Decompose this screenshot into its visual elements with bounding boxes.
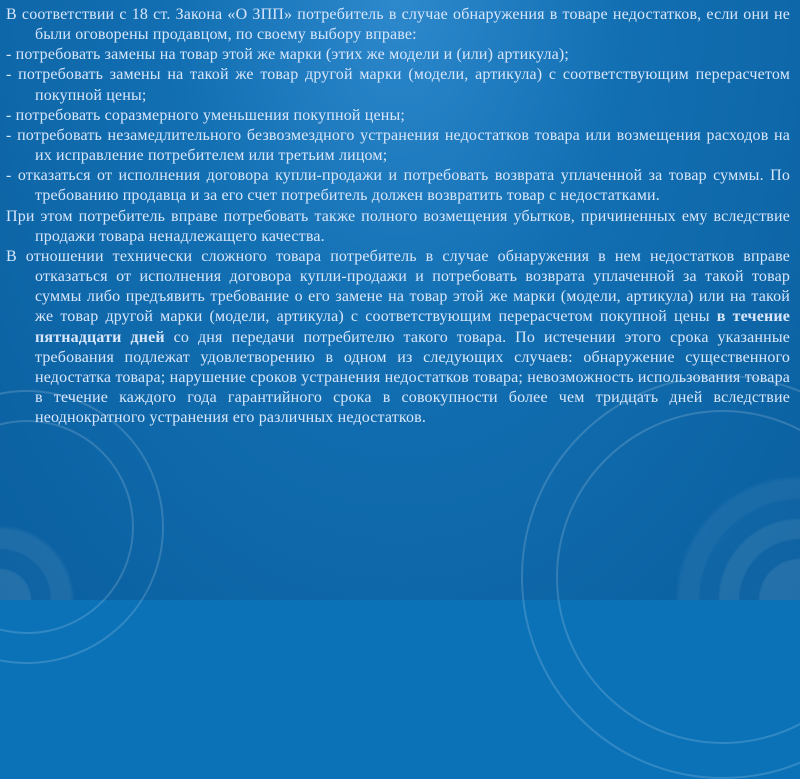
paragraph: В соответствии с 18 ст. Закона «О ЗПП» потребитель в случае обнаружения в товаре недостатков, если они не были оговорены продавцом, по своему выбору вправе: — [6, 6, 790, 44]
list-item: - потребовать незамедлительного безвозмездного устранения недостатков товара или возмещения расходов на их исправление потребителем или третьим лицом; — [6, 126, 790, 165]
slide-text — [6, 0, 790, 600]
list-item: - отказаться от исполнения договора купли-продажи и потребовать возврата уплаченной за товар суммы. По требованию продавца и за его счет потребитель должен возвратить товар с недостатками. — [6, 167, 790, 205]
paragraph: При этом потребитель вправе потребовать также полного возмещения убытков, причиненных ему вследствие продажи товара ненадлежащего качества. — [6, 207, 790, 245]
list-item: - потребовать соразмерного уменьшения покупной цены; — [6, 106, 405, 124]
paragraph-text: со дня передачи потребителю такого товара. По истечении этого срока указанные требования подлежат удовлетворению в одном из следующих случаев: обнаружение существенного недостатка товара; нарушение сроков устранения недостатков товара; невозможность использования товара в течение каждого года гарантийного срока в совокупности более чем тридцать дней вследствие неоднократного устранения его различных недостатков. — [35, 328, 790, 427]
list-item: - потребовать замены на товар этой же марки (этих же модели и (или) артикула); — [6, 46, 569, 64]
paragraph — [6, 247, 790, 428]
paragraph-text: В отношении технически сложного товара потребитель в случае обнаружения в нем недостатков вправе отказаться от исполнения договора купли-продажи и потребовать возврата уплаченной за такой товар суммы либо предъявить требование о его замене на товар этой же марки (модели, артикула) или на такой же товар другой марки (модели, артикула) с соответствующим перерасчетом покупной цены — [6, 247, 790, 326]
list-item: - потребовать замены на такой же товар другой марки (модели, артикула) с соответствующим перерасчетом покупной цены; — [6, 66, 790, 104]
bold-text: в течение пятнадцати дней — [35, 308, 790, 346]
